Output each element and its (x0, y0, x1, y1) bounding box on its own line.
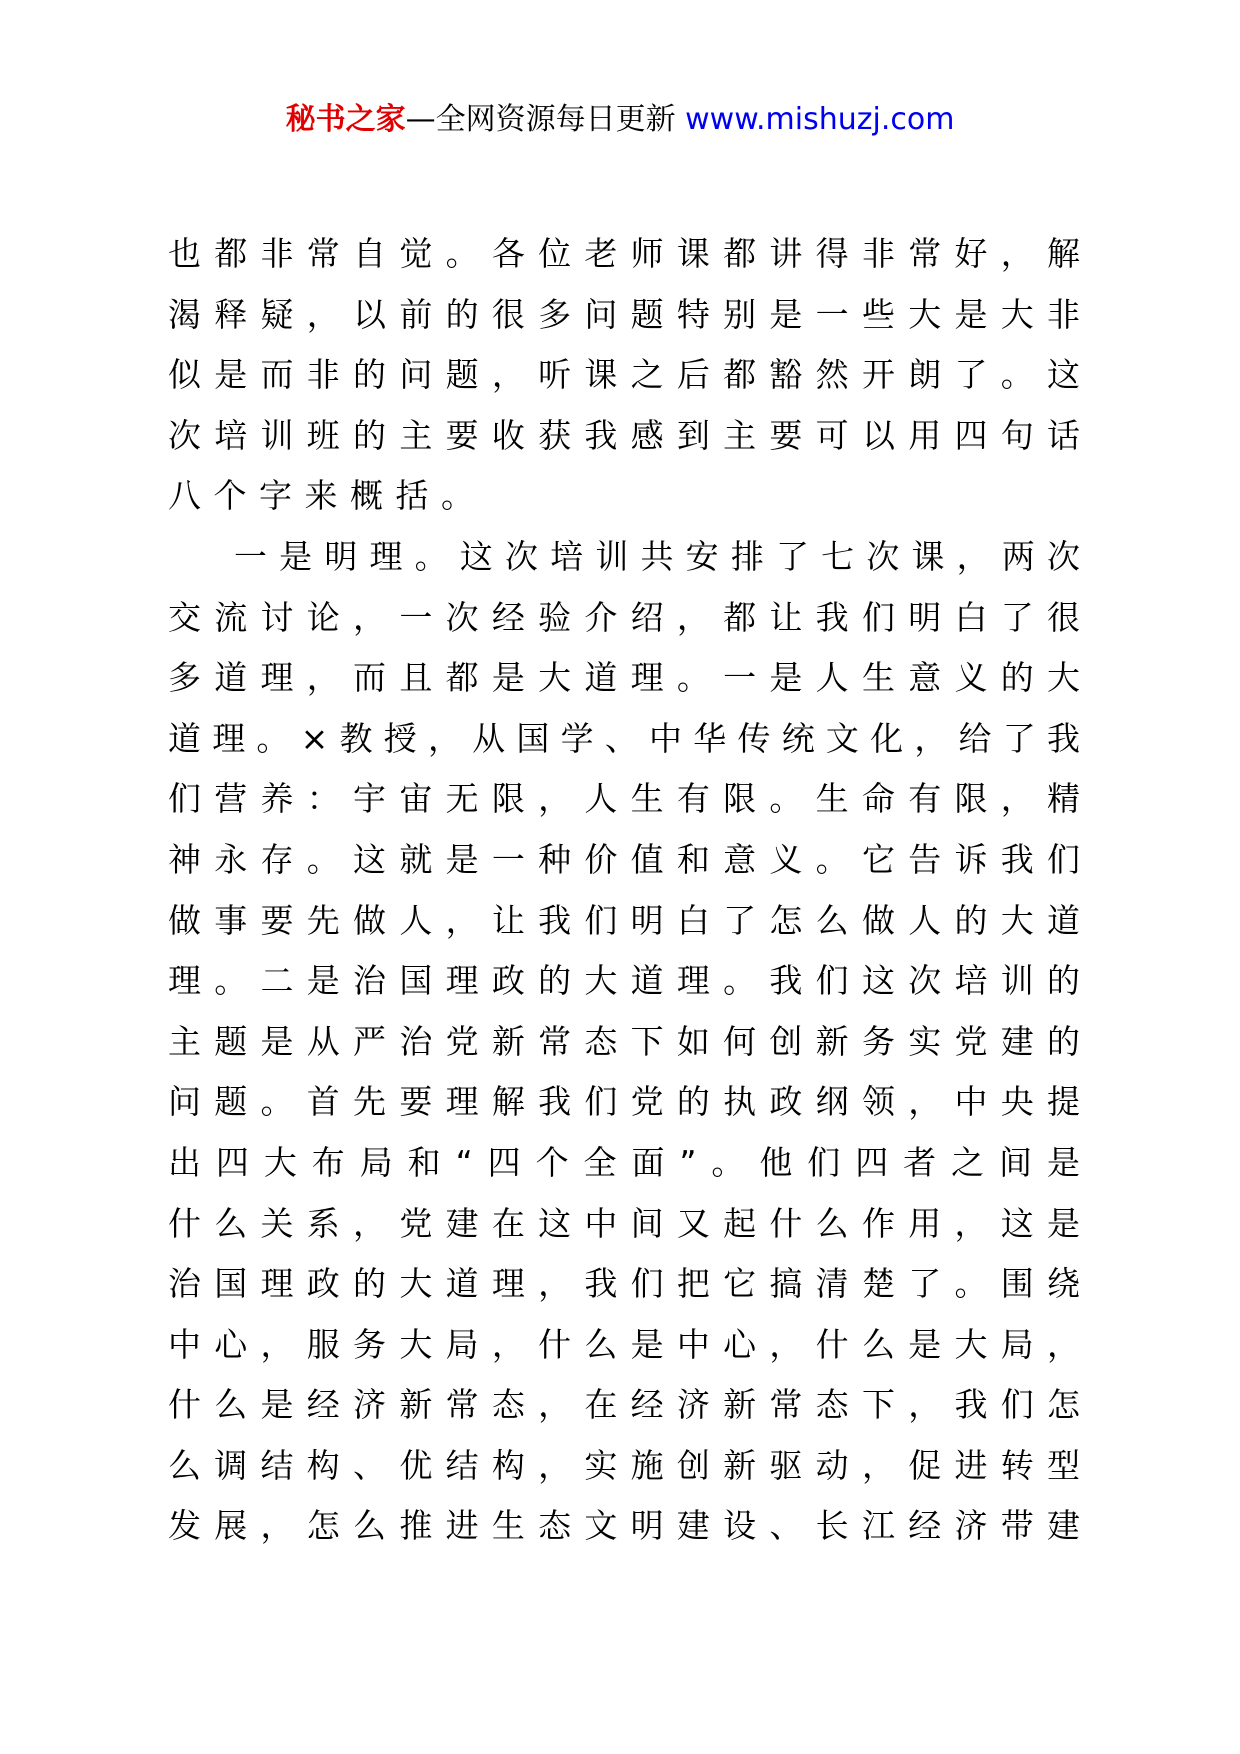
text-line: 么调结构、优结构，实施创新驱动，促进转型 (168, 1445, 1080, 1485)
text-line: 们营养：宇宙无限，人生有限。生命有限，精 (168, 779, 1080, 819)
page-header (0, 100, 1240, 140)
document-body (168, 224, 1080, 1557)
text-line: 做事要先做人，让我们明白了怎么做人的大道 (168, 900, 1080, 940)
text-line: 多道理，而且都是大道理。一是人生意义的大 (168, 658, 1080, 698)
text-line: 道理。×教授，从国学、中华传统文化，给了我 (168, 718, 1080, 758)
text-line: 中心，服务大局，什么是中心，什么是大局， (168, 1324, 1080, 1364)
text-line: 主题是从严治党新常态下如何创新务实党建的 (168, 1021, 1080, 1061)
text-line: 八个字来概括。 (168, 476, 487, 516)
text-line: 似是而非的问题，听课之后都豁然开朗了。这 (168, 355, 1080, 395)
text-line: 治国理政的大道理，我们把它搞清楚了。围绕 (168, 1264, 1080, 1304)
brand-name: 秘书之家 (285, 102, 406, 137)
paragraph-first-line: 一是明理。这次培训共安排了七次课，两次 (234, 536, 1080, 576)
site-url-link[interactable]: www.mishuzj.com (685, 102, 955, 137)
header-tagline: —全网资源每日更新 (405, 102, 686, 137)
text-line: 交流讨论，一次经验介绍，都让我们明白了很 (168, 597, 1080, 637)
text-line: 理。二是治国理政的大道理。我们这次培训的 (168, 961, 1080, 1001)
text-line: 也都非常自觉。各位老师课都讲得非常好，解 (168, 234, 1080, 273)
text-line: 什么是经济新常态，在经济新常态下，我们怎 (168, 1385, 1080, 1425)
text-line: 什么关系，党建在这中间又起什么作用，这是 (168, 1203, 1080, 1243)
text-line: 发展，怎么推进生态文明建设、长江经济带建 (168, 1506, 1080, 1546)
text-line: 问题。首先要理解我们党的执政纲领，中央提 (168, 1082, 1080, 1122)
text-line: 次培训班的主要收获我感到主要可以用四句话 (168, 415, 1080, 455)
text-line: 出四大布局和“四个全面”。他们四者之间是 (168, 1142, 1080, 1182)
text-line: 神永存。这就是一种价值和意义。它告诉我们 (168, 839, 1080, 879)
text-line: 渴释疑，以前的很多问题特别是一些大是大非 (168, 294, 1080, 334)
